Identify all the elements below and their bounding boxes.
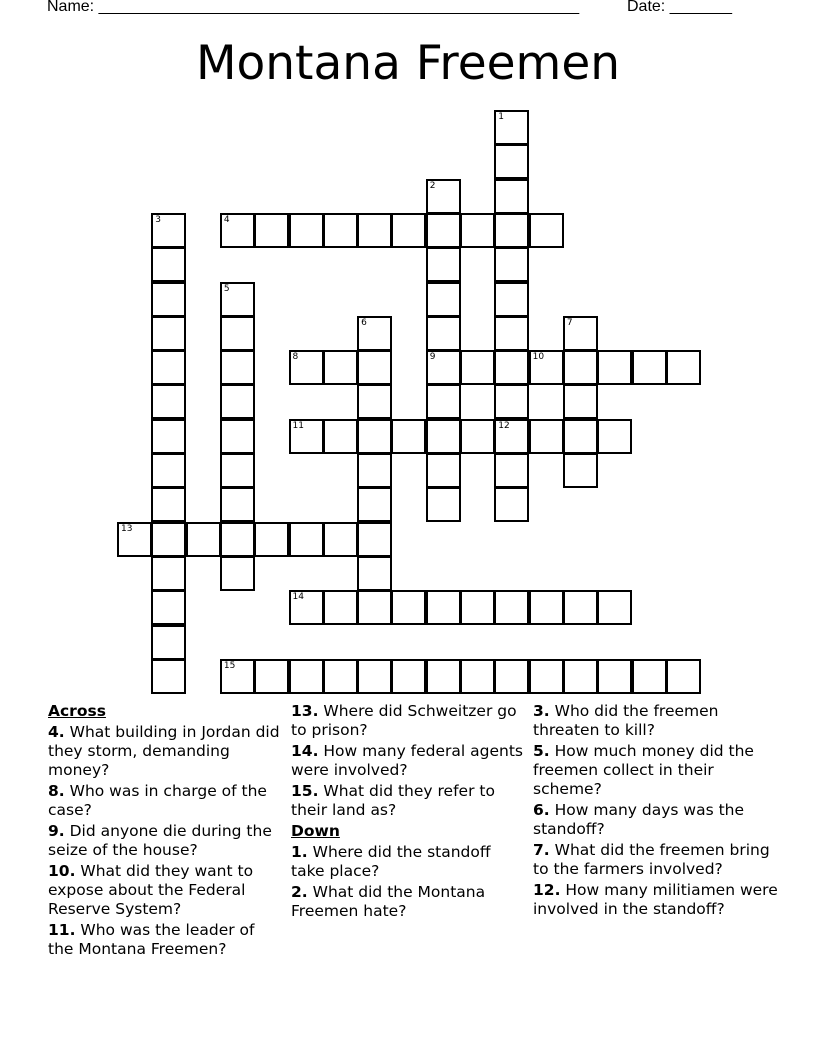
clue-number: 11 xyxy=(292,420,304,431)
clue-number: 2 xyxy=(429,180,436,191)
clue-across-9: 9. Did anyone die during the seize of the house? xyxy=(48,822,272,859)
grid-cell[interactable] xyxy=(597,590,632,625)
grid-cell[interactable] xyxy=(494,487,529,522)
grid-cell[interactable] xyxy=(151,350,186,385)
grid-cell[interactable] xyxy=(597,350,632,385)
clue-down-6: 6. How many days was the standoff? xyxy=(533,801,745,838)
clues-column-2 xyxy=(291,702,523,923)
grid-cell[interactable] xyxy=(391,590,426,625)
grid-cell[interactable] xyxy=(460,213,495,248)
clue-down-7: 7. What did the freemen bring to the farmers involved? xyxy=(533,841,770,878)
clue-down-12: 12. How many militiamen were involved in the standoff? xyxy=(533,881,778,918)
grid-cell[interactable] xyxy=(357,556,392,591)
grid-cell[interactable] xyxy=(426,419,461,454)
grid-cell[interactable] xyxy=(357,453,392,488)
grid-cell[interactable] xyxy=(391,213,426,248)
grid-cell[interactable] xyxy=(151,247,186,282)
grid-cell[interactable] xyxy=(186,522,221,557)
grid-cell[interactable] xyxy=(117,522,152,557)
grid-cell[interactable] xyxy=(494,144,529,179)
puzzle-title: Montana Freemen xyxy=(195,36,621,91)
grid-cell[interactable] xyxy=(426,453,461,488)
grid-cell[interactable] xyxy=(494,247,529,282)
grid-cell[interactable] xyxy=(494,110,529,145)
grid-cell[interactable] xyxy=(151,625,186,660)
grid-cell[interactable] xyxy=(426,213,461,248)
grid-cell[interactable] xyxy=(666,659,701,694)
grid-cell[interactable] xyxy=(426,487,461,522)
grid-cell[interactable] xyxy=(426,179,461,214)
grid-cell[interactable] xyxy=(426,384,461,419)
clue-number: 1 xyxy=(498,112,505,122)
grid-cell[interactable] xyxy=(151,522,186,557)
grid-cell[interactable] xyxy=(220,522,255,557)
grid-cell[interactable] xyxy=(494,316,529,351)
grid-cell[interactable] xyxy=(426,316,461,351)
grid-cell[interactable] xyxy=(151,590,186,625)
grid-cell[interactable] xyxy=(289,659,324,694)
grid-cell[interactable] xyxy=(323,350,358,385)
clue-across-13: 13. Where did Schweitzer go to prison? xyxy=(291,702,517,739)
grid-cell[interactable] xyxy=(494,453,529,488)
grid-cell[interactable] xyxy=(323,522,358,557)
grid-cell[interactable] xyxy=(632,659,667,694)
grid-cell[interactable] xyxy=(391,659,426,694)
grid-cell[interactable] xyxy=(426,247,461,282)
grid-cell[interactable] xyxy=(391,419,426,454)
date-field[interactable]: Date: _______ xyxy=(627,0,732,15)
grid-cell[interactable] xyxy=(632,350,667,385)
grid-cell[interactable] xyxy=(357,384,392,419)
grid-cell[interactable] xyxy=(289,350,324,385)
grid-cell[interactable] xyxy=(460,590,495,625)
grid-cell[interactable] xyxy=(254,213,289,248)
grid-cell[interactable] xyxy=(220,453,255,488)
grid-cell[interactable] xyxy=(357,419,392,454)
grid-cell[interactable] xyxy=(494,350,529,385)
grid-cell[interactable] xyxy=(151,419,186,454)
clue-number: 4 xyxy=(223,214,230,225)
clue-number: 12 xyxy=(498,420,510,431)
clue-number: 10 xyxy=(532,352,545,363)
clue-number: 14 xyxy=(292,592,304,603)
clue-number: 9 xyxy=(429,352,436,363)
grid-cell[interactable] xyxy=(460,350,495,385)
clue-number: 5 xyxy=(223,283,230,294)
grid-cell[interactable] xyxy=(426,282,461,317)
clue-across-11: 11. Who was the leader of the Montana Freemen? xyxy=(48,921,255,958)
grid-cell[interactable] xyxy=(220,419,255,454)
grid-cell[interactable] xyxy=(666,350,701,385)
clue-down-1: 1. Where did the standoff take place? xyxy=(291,843,491,880)
grid-cell[interactable] xyxy=(220,659,255,694)
grid-cell[interactable] xyxy=(529,419,564,454)
grid-cell[interactable] xyxy=(289,522,324,557)
grid-cell[interactable] xyxy=(494,419,529,454)
grid-cell[interactable] xyxy=(494,384,529,419)
clue-number: 6 xyxy=(361,317,367,328)
name-date-header xyxy=(0,0,816,22)
grid-cell[interactable] xyxy=(460,659,495,694)
grid-cell[interactable] xyxy=(597,419,632,454)
clue-across-14: 14. How many federal agents were involved? xyxy=(291,742,523,779)
grid-cell[interactable] xyxy=(289,213,324,248)
grid-cell[interactable] xyxy=(151,487,186,522)
grid-cell[interactable] xyxy=(151,316,186,351)
grid-cell[interactable] xyxy=(494,179,529,214)
clues-column-3 xyxy=(533,702,783,921)
clue-down-3: 3. Who did the freemen threaten to kill? xyxy=(533,702,719,739)
clue-number: 15 xyxy=(223,660,236,671)
grid-cell[interactable] xyxy=(220,384,255,419)
grid-cell[interactable] xyxy=(529,350,564,385)
grid-cell[interactable] xyxy=(563,659,598,694)
grid-cell[interactable] xyxy=(254,659,289,694)
grid-cell[interactable] xyxy=(151,556,186,591)
grid-cell[interactable] xyxy=(220,213,255,248)
grid-cell[interactable] xyxy=(529,590,564,625)
clue-number: 3 xyxy=(155,214,162,225)
grid-cell[interactable] xyxy=(220,282,255,317)
grid-cell[interactable] xyxy=(563,316,598,351)
grid-cell[interactable] xyxy=(220,556,255,591)
clue-across-10: 10. What did they want to expose about the Federal Reserve System? xyxy=(48,862,254,918)
across-heading: Across xyxy=(48,702,106,720)
grid-cell[interactable] xyxy=(289,590,324,625)
clue-number: 13 xyxy=(121,523,133,534)
grid-cell[interactable] xyxy=(529,213,564,248)
grid-cell[interactable] xyxy=(426,659,461,694)
grid-cell[interactable] xyxy=(323,659,358,694)
grid-cell[interactable] xyxy=(254,522,289,557)
grid-cell[interactable] xyxy=(426,350,461,385)
clue-across-8: 8. Who was in charge of the case? xyxy=(48,782,267,819)
grid-cell[interactable] xyxy=(597,659,632,694)
grid-cell[interactable] xyxy=(494,590,529,625)
grid-cell[interactable] xyxy=(220,487,255,522)
grid-cell[interactable] xyxy=(220,316,255,351)
grid-cell[interactable] xyxy=(357,316,392,351)
grid-cell[interactable] xyxy=(220,350,255,385)
grid-cell[interactable] xyxy=(494,282,529,317)
grid-cell[interactable] xyxy=(563,384,598,419)
grid-cell[interactable] xyxy=(563,453,598,488)
clue-across-15: 15. What did they refer to their land as? xyxy=(291,782,495,819)
clue-down-5: 5. How much money did the freemen collect in their scheme? xyxy=(533,742,754,798)
grid-cell[interactable] xyxy=(494,213,529,248)
grid-cell[interactable] xyxy=(494,659,529,694)
clue-number: 7 xyxy=(566,317,573,328)
grid-cell[interactable] xyxy=(563,590,598,625)
grid-cell[interactable] xyxy=(289,419,324,454)
grid-cell[interactable] xyxy=(151,659,186,694)
grid-cell[interactable] xyxy=(151,453,186,488)
grid-cell[interactable] xyxy=(323,213,358,248)
grid-cell[interactable] xyxy=(563,419,598,454)
grid-cell[interactable] xyxy=(563,350,598,385)
grid-cell[interactable] xyxy=(323,590,358,625)
clue-number: 8 xyxy=(292,352,299,363)
grid-cell[interactable] xyxy=(151,213,186,248)
grid-cell[interactable] xyxy=(357,522,392,557)
grid-cell[interactable] xyxy=(529,659,564,694)
name-field[interactable]: Name: ______________________________________________________ xyxy=(47,0,580,15)
grid-cell[interactable] xyxy=(357,487,392,522)
grid-cell[interactable] xyxy=(357,590,392,625)
clue-down-2: 2. What did the Montana Freemen hate? xyxy=(291,883,486,920)
down-heading: Down xyxy=(291,822,340,840)
clue-across-4: 4. What building in Jordan did they storm, demanding money? xyxy=(48,723,280,779)
grid-cell[interactable] xyxy=(151,384,186,419)
grid-cell[interactable] xyxy=(357,659,392,694)
grid-cell[interactable] xyxy=(460,419,495,454)
grid-cell[interactable] xyxy=(357,213,392,248)
grid-cell[interactable] xyxy=(151,282,186,317)
grid-cell[interactable] xyxy=(426,590,461,625)
clues-column-1 xyxy=(48,702,280,961)
grid-cell[interactable] xyxy=(357,350,392,385)
grid-cell[interactable] xyxy=(323,419,358,454)
